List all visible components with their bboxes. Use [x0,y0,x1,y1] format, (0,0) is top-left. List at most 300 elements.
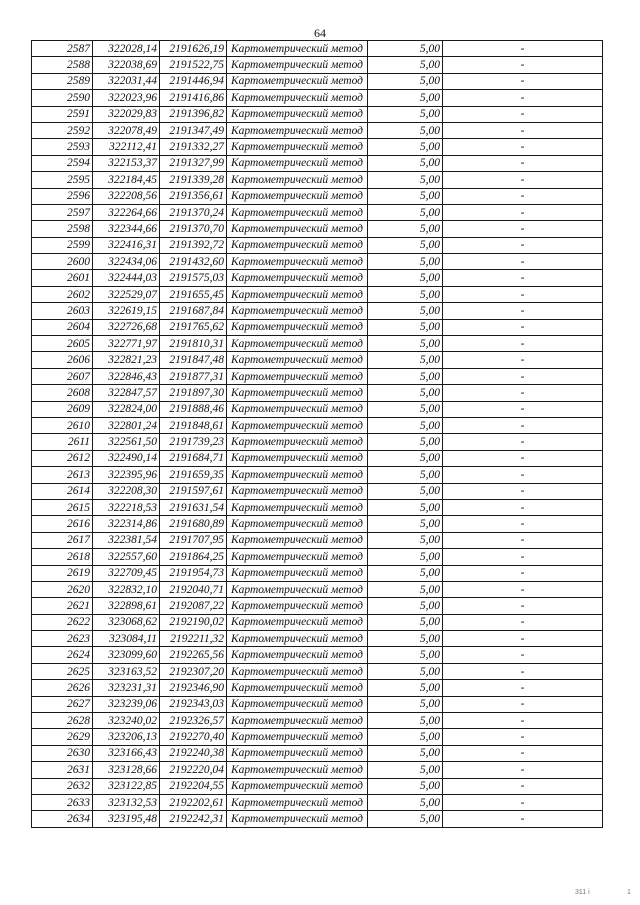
method-cell: Картометрический метод [227,270,368,286]
note-cell: - [443,713,603,729]
accuracy-cell: 5,00 [368,483,443,499]
y-coordinate-cell: 2192326,57 [160,713,227,729]
x-coordinate-cell: 323206,13 [93,729,160,745]
table-row [32,336,603,352]
y-coordinate-cell: 2191626,19 [160,41,227,57]
x-coordinate-cell: 322444,03 [93,270,160,286]
method-cell: Картометрический метод [227,745,368,761]
accuracy-cell: 5,00 [368,696,443,712]
method-cell: Картометрический метод [227,106,368,122]
footer-mark-right: 1 [627,889,631,896]
accuracy-cell: 5,00 [368,565,443,581]
point-number-cell: 2631 [32,762,93,778]
point-number-cell: 2626 [32,680,93,696]
method-cell: Картометрический метод [227,532,368,548]
method-cell: Картометрический метод [227,155,368,171]
y-coordinate-cell: 2191684,71 [160,450,227,466]
x-coordinate-cell: 322381,54 [93,532,160,548]
method-cell: Картометрический метод [227,680,368,696]
point-number-cell: 2614 [32,483,93,499]
table-row [32,303,603,319]
x-coordinate-cell: 322434,06 [93,254,160,270]
point-number-cell: 2592 [32,122,93,138]
accuracy-cell: 5,00 [368,155,443,171]
table-row [32,204,603,220]
table-row [32,221,603,237]
table-row [32,778,603,794]
x-coordinate-cell: 322038,69 [93,57,160,73]
table-row [32,188,603,204]
y-coordinate-cell: 2191847,48 [160,352,227,368]
x-coordinate-cell: 322619,15 [93,303,160,319]
note-cell: - [443,57,603,73]
accuracy-cell: 5,00 [368,319,443,335]
x-coordinate-cell: 322208,30 [93,483,160,499]
point-number-cell: 2599 [32,237,93,253]
y-coordinate-cell: 2192240,38 [160,745,227,761]
x-coordinate-cell: 322028,14 [93,41,160,57]
note-cell: - [443,155,603,171]
note-cell: - [443,204,603,220]
point-number-cell: 2610 [32,417,93,433]
y-coordinate-cell: 2191332,27 [160,139,227,155]
method-cell: Картометрический метод [227,631,368,647]
accuracy-cell: 5,00 [368,303,443,319]
accuracy-cell: 5,00 [368,188,443,204]
note-cell: - [443,696,603,712]
accuracy-cell: 5,00 [368,794,443,810]
note-cell: - [443,139,603,155]
y-coordinate-cell: 2191954,73 [160,565,227,581]
y-coordinate-cell: 2191707,95 [160,532,227,548]
accuracy-cell: 5,00 [368,286,443,302]
accuracy-cell: 5,00 [368,41,443,57]
note-cell: - [443,270,603,286]
point-number-cell: 2619 [32,565,93,581]
y-coordinate-cell: 2191739,23 [160,434,227,450]
accuracy-cell: 5,00 [368,417,443,433]
table-row [32,762,603,778]
y-coordinate-cell: 2192307,20 [160,663,227,679]
point-number-cell: 2623 [32,631,93,647]
note-cell: - [443,778,603,794]
y-coordinate-cell: 2192346,90 [160,680,227,696]
accuracy-cell: 5,00 [368,549,443,565]
y-coordinate-cell: 2191659,35 [160,467,227,483]
point-number-cell: 2603 [32,303,93,319]
table-row [32,663,603,679]
x-coordinate-cell: 322832,10 [93,581,160,597]
method-cell: Картометрический метод [227,204,368,220]
y-coordinate-cell: 2191392,72 [160,237,227,253]
method-cell: Картометрический метод [227,663,368,679]
accuracy-cell: 5,00 [368,336,443,352]
method-cell: Картометрический метод [227,647,368,663]
x-coordinate-cell: 322344,66 [93,221,160,237]
method-cell: Картометрический метод [227,483,368,499]
note-cell: - [443,745,603,761]
x-coordinate-cell: 322824,00 [93,401,160,417]
note-cell: - [443,499,603,515]
y-coordinate-cell: 2192265,56 [160,647,227,663]
note-cell: - [443,188,603,204]
y-coordinate-cell: 2191597,61 [160,483,227,499]
point-number-cell: 2605 [32,336,93,352]
x-coordinate-cell: 322771,97 [93,336,160,352]
point-number-cell: 2591 [32,106,93,122]
y-coordinate-cell: 2191522,75 [160,57,227,73]
point-number-cell: 2604 [32,319,93,335]
note-cell: - [443,73,603,89]
method-cell: Картометрический метод [227,237,368,253]
table-row [32,483,603,499]
method-cell: Картометрический метод [227,417,368,433]
y-coordinate-cell: 2191396,82 [160,106,227,122]
note-cell: - [443,794,603,810]
point-number-cell: 2617 [32,532,93,548]
accuracy-cell: 5,00 [368,385,443,401]
y-coordinate-cell: 2192220,04 [160,762,227,778]
x-coordinate-cell: 322821,23 [93,352,160,368]
accuracy-cell: 5,00 [368,352,443,368]
point-number-cell: 2608 [32,385,93,401]
point-number-cell: 2620 [32,581,93,597]
point-number-cell: 2627 [32,696,93,712]
y-coordinate-cell: 2191370,70 [160,221,227,237]
y-coordinate-cell: 2192211,32 [160,631,227,647]
table-row [32,41,603,57]
method-cell: Картометрический метод [227,303,368,319]
note-cell: - [443,631,603,647]
accuracy-cell: 5,00 [368,73,443,89]
method-cell: Картометрический метод [227,581,368,597]
x-coordinate-cell: 322490,14 [93,450,160,466]
method-cell: Картометрический метод [227,73,368,89]
table-row [32,286,603,302]
point-number-cell: 2622 [32,614,93,630]
note-cell: - [443,483,603,499]
table-row [32,549,603,565]
y-coordinate-cell: 2191432,60 [160,254,227,270]
note-cell: - [443,417,603,433]
method-cell: Картометрический метод [227,221,368,237]
point-number-cell: 2613 [32,467,93,483]
table-row [32,696,603,712]
y-coordinate-cell: 2191897,30 [160,385,227,401]
accuracy-cell: 5,00 [368,139,443,155]
table-row [32,680,603,696]
table-row [32,270,603,286]
note-cell: - [443,237,603,253]
y-coordinate-cell: 2191370,24 [160,204,227,220]
accuracy-cell: 5,00 [368,467,443,483]
x-coordinate-cell: 323166,43 [93,745,160,761]
method-cell: Картометрический метод [227,565,368,581]
point-number-cell: 2611 [32,434,93,450]
method-cell: Картометрический метод [227,336,368,352]
y-coordinate-cell: 2192343,03 [160,696,227,712]
x-coordinate-cell: 323099,60 [93,647,160,663]
y-coordinate-cell: 2191347,49 [160,122,227,138]
method-cell: Картометрический метод [227,122,368,138]
point-number-cell: 2618 [32,549,93,565]
x-coordinate-cell: 323128,66 [93,762,160,778]
note-cell: - [443,385,603,401]
x-coordinate-cell: 323068,62 [93,614,160,630]
accuracy-cell: 5,00 [368,172,443,188]
table-row [32,614,603,630]
x-coordinate-cell: 322846,43 [93,368,160,384]
x-coordinate-cell: 322898,61 [93,598,160,614]
note-cell: - [443,614,603,630]
y-coordinate-cell: 2192087,22 [160,598,227,614]
table-row [32,713,603,729]
y-coordinate-cell: 2192204,55 [160,778,227,794]
table-row [32,106,603,122]
method-cell: Картометрический метод [227,368,368,384]
accuracy-cell: 5,00 [368,647,443,663]
accuracy-cell: 5,00 [368,729,443,745]
method-cell: Картометрический метод [227,450,368,466]
method-cell: Картометрический метод [227,385,368,401]
method-cell: Картометрический метод [227,319,368,335]
accuracy-cell: 5,00 [368,270,443,286]
point-number-cell: 2616 [32,516,93,532]
note-cell: - [443,729,603,745]
y-coordinate-cell: 2191810,31 [160,336,227,352]
x-coordinate-cell: 322264,66 [93,204,160,220]
x-coordinate-cell: 322416,31 [93,237,160,253]
point-number-cell: 2630 [32,745,93,761]
table-row [32,729,603,745]
table-row [32,434,603,450]
note-cell: - [443,581,603,597]
x-coordinate-cell: 322153,37 [93,155,160,171]
accuracy-cell: 5,00 [368,614,443,630]
y-coordinate-cell: 2192242,31 [160,811,227,827]
method-cell: Картометрический метод [227,598,368,614]
x-coordinate-cell: 322561,50 [93,434,160,450]
table-row [32,90,603,106]
accuracy-cell: 5,00 [368,598,443,614]
y-coordinate-cell: 2191888,46 [160,401,227,417]
y-coordinate-cell: 2192202,61 [160,794,227,810]
x-coordinate-cell: 322218,53 [93,499,160,515]
method-cell: Картометрический метод [227,762,368,778]
coordinates-table-body [32,41,603,828]
x-coordinate-cell: 322709,45 [93,565,160,581]
x-coordinate-cell: 323240,02 [93,713,160,729]
note-cell: - [443,762,603,778]
accuracy-cell: 5,00 [368,811,443,827]
accuracy-cell: 5,00 [368,532,443,548]
accuracy-cell: 5,00 [368,221,443,237]
y-coordinate-cell: 2191848,61 [160,417,227,433]
point-number-cell: 2600 [32,254,93,270]
point-number-cell: 2589 [32,73,93,89]
y-coordinate-cell: 2191631,54 [160,499,227,515]
y-coordinate-cell: 2192040,71 [160,581,227,597]
accuracy-cell: 5,00 [368,631,443,647]
x-coordinate-cell: 322029,83 [93,106,160,122]
y-coordinate-cell: 2191680,89 [160,516,227,532]
table-row [32,794,603,810]
table-row [32,467,603,483]
method-cell: Картометрический метод [227,778,368,794]
accuracy-cell: 5,00 [368,745,443,761]
x-coordinate-cell: 323239,06 [93,696,160,712]
y-coordinate-cell: 2191339,28 [160,172,227,188]
method-cell: Картометрический метод [227,516,368,532]
table-row [32,647,603,663]
x-coordinate-cell: 323132,53 [93,794,160,810]
method-cell: Картометрический метод [227,172,368,188]
y-coordinate-cell: 2191877,31 [160,368,227,384]
x-coordinate-cell: 322031,44 [93,73,160,89]
note-cell: - [443,467,603,483]
table-row [32,352,603,368]
note-cell: - [443,106,603,122]
x-coordinate-cell: 322801,24 [93,417,160,433]
x-coordinate-cell: 322078,49 [93,122,160,138]
accuracy-cell: 5,00 [368,713,443,729]
table-row [32,73,603,89]
accuracy-cell: 5,00 [368,499,443,515]
point-number-cell: 2607 [32,368,93,384]
accuracy-cell: 5,00 [368,762,443,778]
x-coordinate-cell: 322184,45 [93,172,160,188]
page-number: 64 [314,26,326,40]
point-number-cell: 2633 [32,794,93,810]
table-row [32,631,603,647]
note-cell: - [443,516,603,532]
y-coordinate-cell: 2191864,25 [160,549,227,565]
accuracy-cell: 5,00 [368,254,443,270]
table-row [32,516,603,532]
table-row [32,122,603,138]
note-cell: - [443,680,603,696]
x-coordinate-cell: 323231,31 [93,680,160,696]
table-row [32,811,603,827]
table-row [32,745,603,761]
accuracy-cell: 5,00 [368,663,443,679]
note-cell: - [443,647,603,663]
table-row [32,155,603,171]
point-number-cell: 2598 [32,221,93,237]
x-coordinate-cell: 322529,07 [93,286,160,302]
point-number-cell: 2629 [32,729,93,745]
point-number-cell: 2597 [32,204,93,220]
y-coordinate-cell: 2192270,40 [160,729,227,745]
accuracy-cell: 5,00 [368,450,443,466]
accuracy-cell: 5,00 [368,368,443,384]
note-cell: - [443,303,603,319]
y-coordinate-cell: 2191687,84 [160,303,227,319]
point-number-cell: 2609 [32,401,93,417]
method-cell: Картометрический метод [227,254,368,270]
x-coordinate-cell: 323122,85 [93,778,160,794]
table-row [32,172,603,188]
method-cell: Картометрический метод [227,434,368,450]
table-row [32,565,603,581]
method-cell: Картометрический метод [227,286,368,302]
point-number-cell: 2593 [32,139,93,155]
table-row [32,450,603,466]
table-row [32,237,603,253]
method-cell: Картометрический метод [227,696,368,712]
y-coordinate-cell: 2191356,61 [160,188,227,204]
note-cell: - [443,172,603,188]
method-cell: Картометрический метод [227,352,368,368]
x-coordinate-cell: 323163,52 [93,663,160,679]
note-cell: - [443,368,603,384]
note-cell: - [443,41,603,57]
table-row [32,254,603,270]
accuracy-cell: 5,00 [368,680,443,696]
note-cell: - [443,336,603,352]
note-cell: - [443,319,603,335]
note-cell: - [443,450,603,466]
point-number-cell: 2621 [32,598,93,614]
method-cell: Картометрический метод [227,90,368,106]
table-row [32,532,603,548]
method-cell: Картометрический метод [227,41,368,57]
x-coordinate-cell: 322112,41 [93,139,160,155]
y-coordinate-cell: 2191765,62 [160,319,227,335]
note-cell: - [443,352,603,368]
x-coordinate-cell: 322208,56 [93,188,160,204]
note-cell: - [443,663,603,679]
table-row [32,368,603,384]
point-number-cell: 2601 [32,270,93,286]
note-cell: - [443,401,603,417]
table-row [32,385,603,401]
point-number-cell: 2632 [32,778,93,794]
point-number-cell: 2590 [32,90,93,106]
point-number-cell: 2624 [32,647,93,663]
table-row [32,417,603,433]
y-coordinate-cell: 2191655,45 [160,286,227,302]
method-cell: Картометрический метод [227,467,368,483]
table-row [32,581,603,597]
note-cell: - [443,532,603,548]
method-cell: Картометрический метод [227,499,368,515]
y-coordinate-cell: 2191446,94 [160,73,227,89]
point-number-cell: 2587 [32,41,93,57]
accuracy-cell: 5,00 [368,581,443,597]
y-coordinate-cell: 2192190,02 [160,614,227,630]
y-coordinate-cell: 2191327,99 [160,155,227,171]
table-row [32,499,603,515]
y-coordinate-cell: 2191575,03 [160,270,227,286]
x-coordinate-cell: 322023,96 [93,90,160,106]
accuracy-cell: 5,00 [368,778,443,794]
accuracy-cell: 5,00 [368,106,443,122]
x-coordinate-cell: 322314,86 [93,516,160,532]
point-number-cell: 2612 [32,450,93,466]
point-number-cell: 2588 [32,57,93,73]
note-cell: - [443,549,603,565]
note-cell: - [443,598,603,614]
method-cell: Картометрический метод [227,794,368,810]
method-cell: Картометрический метод [227,549,368,565]
point-number-cell: 2615 [32,499,93,515]
accuracy-cell: 5,00 [368,401,443,417]
point-number-cell: 2595 [32,172,93,188]
accuracy-cell: 5,00 [368,90,443,106]
table-row [32,319,603,335]
note-cell: - [443,90,603,106]
